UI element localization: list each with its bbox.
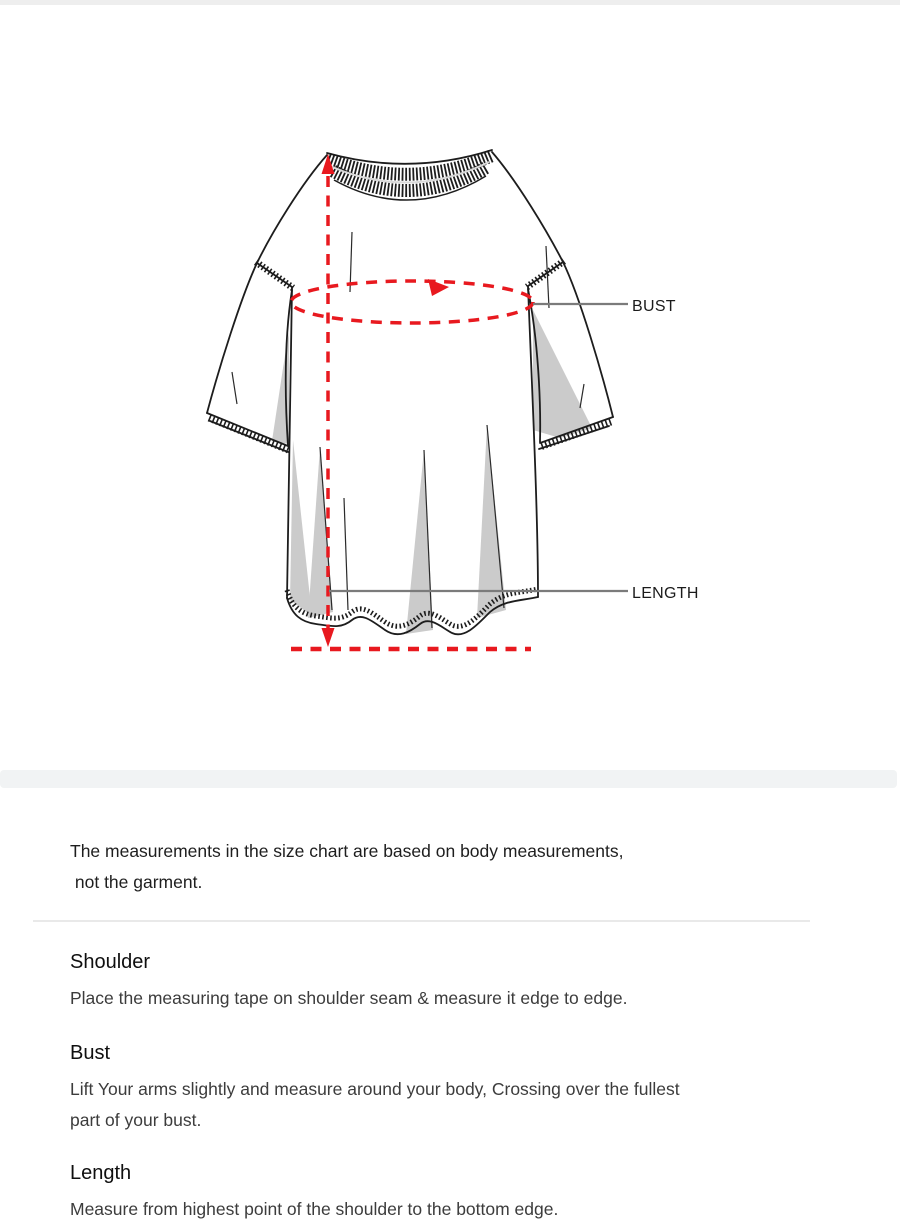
arrow-up-icon [322, 154, 335, 174]
section-divider-band [0, 770, 897, 788]
length-callout [329, 585, 699, 602]
size-chart-note [70, 836, 786, 898]
note-line-1: The measurements in the size chart are based on body measurements, [70, 841, 624, 861]
horizontal-divider [33, 920, 810, 922]
bust-description [70, 1074, 786, 1136]
bust-label: BUST [632, 298, 676, 315]
stitch-hatching [209, 261, 611, 626]
section-bust [70, 1042, 786, 1136]
length-heading: Length [70, 1162, 132, 1184]
shoulder-heading: Shoulder [70, 951, 151, 973]
bust-description-line-1: Lift Your arms slightly and measure around your body, Crossing over the fullest [70, 1079, 680, 1099]
bust-callout [533, 298, 676, 315]
measuring-guide-content [70, 788, 786, 1225]
length-description: Measure from highest point of the shoulder to the bottom edge. [70, 1199, 559, 1219]
ribbed-collar [328, 156, 491, 200]
section-shoulder [70, 951, 786, 1014]
arrow-down-icon [322, 628, 335, 647]
note-line-2: not the garment. [70, 872, 203, 892]
bust-heading: Bust [70, 1042, 111, 1064]
shoulder-description: Place the measuring tape on shoulder seam & measure it edge to edge. [70, 988, 628, 1008]
bust-description-line-2: part of your bust. [70, 1110, 202, 1130]
length-label: LENGTH [632, 585, 699, 602]
fabric-shading [272, 310, 592, 634]
